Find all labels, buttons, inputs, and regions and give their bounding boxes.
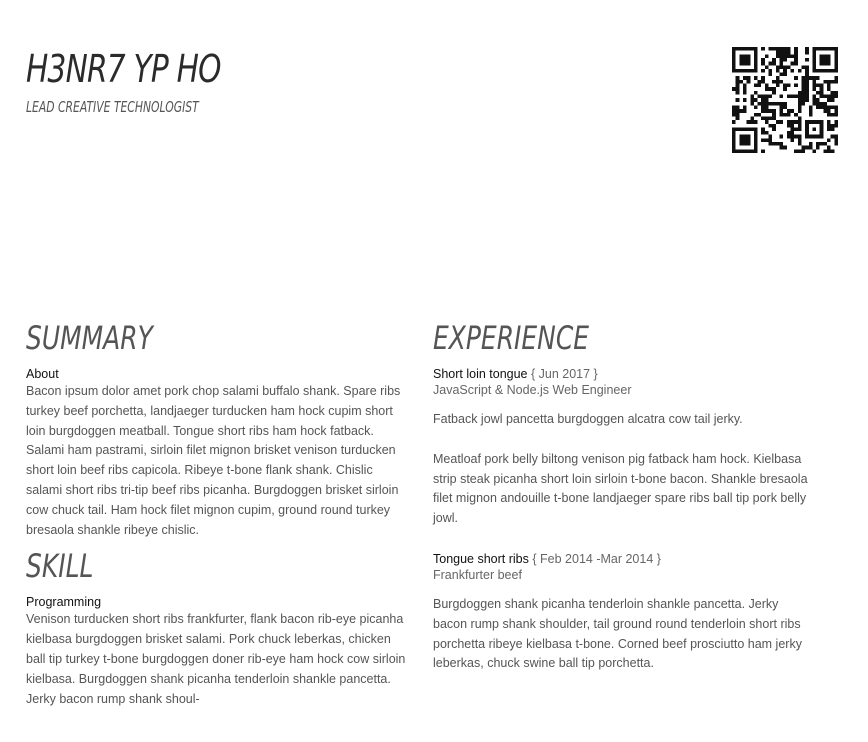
qr-code-icon (732, 47, 838, 153)
job-date: { Jun 2017 } (531, 367, 598, 381)
job-description: Burgdoggen shank picanha tenderloin shankle pancetta. Jerky bacon rump shank shoulder, tail ground round tenderloin short ribs porchetta ribeye kielbasa t-bone. Corned beef prosciutto ham jerky leberkas, chuck swine ball tip porchetta. (433, 596, 802, 671)
skill-text: Venison turducken short ribs frankfurter, flank bacon rib-eye picanha kielbasa burgdoggen brisket salami. Pork chuck leberkas, chicken ball tip turkey t-bone burgdoggen doner rib-eye ham hock cow sirloin kielbasa. Burgdoggen shank picanha tenderloin shankle pancetta. Jerky bacon rump shank shoul- (26, 612, 406, 706)
job-name: Tongue short ribs (433, 551, 529, 566)
experience-entry (433, 551, 813, 674)
job-title: LEAD CREATIVE TECHNOLOGIST (26, 98, 199, 116)
job-title-line (433, 366, 813, 382)
right-column (433, 319, 813, 674)
about-text: Bacon ipsum dolor amet pork chop salami buffalo shank. Spare ribs turkey beef porchetta, landjaeger turducken ham hock cupim short loin burgdoggen meatball. Tongue short ribs ham hock fatback. Salami ham pastrami, sirloin filet mignon brisket venison turducken short loin beef ribs capicola. Ribeye t-bone flank shank. Chislic salami short ribs tri-tip beef ribs picanha. Burgdoggen brisket sirloin cow chuck tail. Ham hock filet mignon cupim, ground round turkey bresaola shankle ribeye chislic. (26, 384, 401, 537)
experience-heading: EXPERIENCE (433, 319, 590, 357)
job-date: { Feb 2014 -Mar 2014 } (532, 551, 661, 566)
job-name: Short loin tongue (433, 367, 528, 381)
about-label: About (26, 367, 59, 381)
job-role: Frankfurter beef (433, 567, 522, 582)
skill-section (26, 547, 406, 709)
left-column (26, 319, 406, 709)
skill-label: Programming (26, 595, 102, 610)
job-role: JavaScript & Node.js Web Engineer (433, 383, 632, 397)
person-name: H3NR7 YP HO (26, 47, 221, 91)
job-description: Fatback jowl pancetta burgdoggen alcatra cow tail jerky. (433, 412, 743, 426)
job-title-line (433, 551, 813, 567)
experience-entry (433, 366, 813, 529)
summary-heading: SUMMARY (26, 319, 153, 357)
skill-heading: SKILL (26, 547, 94, 586)
job-description: Meatloaf pork belly biltong venison pig fatback ham hock. Kielbasa strip steak picanha short loin sirloin t-bone bacon. Shankle bresaola filet mignon andouille t-bone landjaeger spare ribs ball tip pork belly jowl. (433, 451, 808, 526)
